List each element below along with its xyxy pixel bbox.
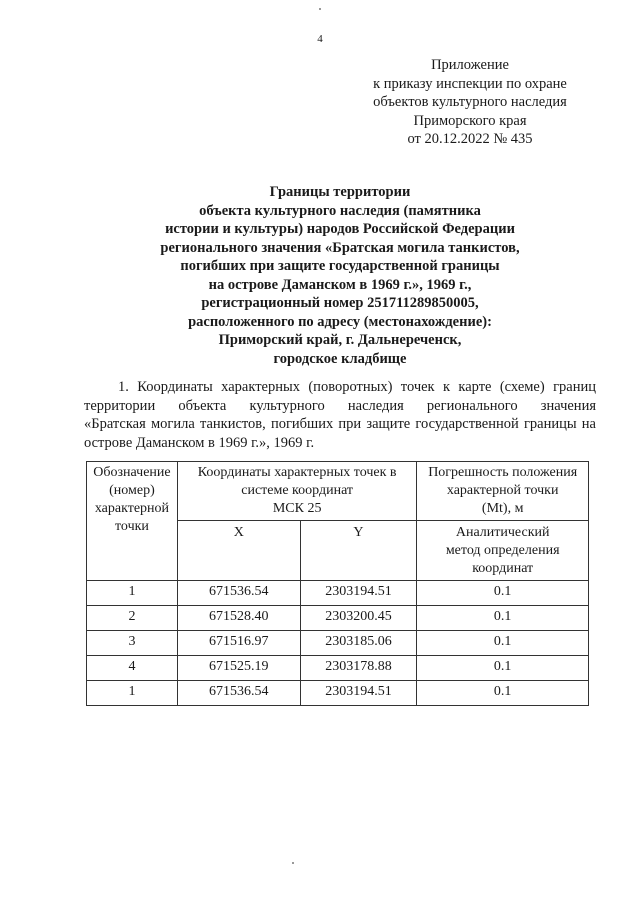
appendix-line: к приказу инспекции по охране [373, 75, 567, 92]
header-x: X [177, 521, 300, 581]
table-row [87, 631, 589, 656]
header-line: системе координат [241, 483, 354, 498]
cell-y: 2303194.51 [300, 581, 417, 606]
header-line: координат [472, 561, 534, 576]
page-number: 4 [317, 33, 323, 45]
title-line: погибших при защите государственной границы [180, 258, 500, 274]
appendix-line: объектов культурного наследия [373, 94, 567, 111]
cell-y: 2303178.88 [300, 656, 417, 681]
header-point-designation [87, 462, 178, 581]
appendix-header [360, 56, 580, 149]
cell-error: 0.1 [417, 581, 589, 606]
table-row [87, 606, 589, 631]
title-line: регионального значения «Братская могила танкистов, [160, 239, 520, 256]
cell-x: 671536.54 [177, 581, 300, 606]
cell-y: 2303194.51 [300, 681, 417, 706]
scan-speck [319, 8, 321, 10]
document-title [60, 183, 620, 368]
cell-error: 0.1 [417, 631, 589, 656]
title-line: Приморский край, г. Дальнереченск, [218, 332, 462, 348]
paragraph-line: 1. Координаты характерных (поворотных) точек к карте (схеме) границ [118, 379, 596, 395]
cell-x: 671536.54 [177, 681, 300, 706]
cell-y: 2303200.45 [300, 606, 417, 631]
header-line: Координаты характерных точек в [197, 465, 397, 480]
scan-speck [292, 862, 294, 864]
title-line: Границы территории [269, 184, 411, 200]
title-line: расположенного по адресу (местонахождение): [188, 313, 492, 330]
cell-error: 0.1 [417, 656, 589, 681]
title-line: городское кладбище [273, 350, 407, 367]
cell-point: 3 [87, 631, 178, 656]
cell-point: 2 [87, 606, 178, 631]
header-line: Аналитический [455, 525, 550, 540]
header-error [417, 462, 589, 521]
appendix-line: Приложение [431, 57, 509, 73]
header-line: точки [115, 519, 149, 534]
header-line: (номер) [109, 483, 155, 498]
table-row [87, 656, 589, 681]
header-line: МСК 25 [272, 501, 322, 516]
cell-point: 1 [87, 681, 178, 706]
paragraph-line: территории объекта культурного наследия регионального значения [84, 397, 596, 414]
title-line: истории и культуры) народов Российской Федерации [165, 221, 515, 237]
header-line: характерной точки [446, 483, 559, 498]
table-row [87, 581, 589, 606]
cell-error: 0.1 [417, 606, 589, 631]
cell-x: 671516.97 [177, 631, 300, 656]
title-line: объекта культурного наследия (памятника [199, 202, 481, 219]
header-line: (Mt), м [481, 501, 524, 516]
title-line: регистрационный номер 251711289850005, [201, 295, 479, 311]
cell-x: 671525.19 [177, 656, 300, 681]
header-method [417, 521, 589, 581]
paragraph-line: «Братская могила танкистов, погибших при защите государственной границы на [84, 416, 596, 433]
paragraph-line: острове Даманском в 1969 г.», 1969 г. [84, 434, 315, 451]
appendix-line: от 20.12.2022 № 435 [407, 131, 533, 148]
cell-point: 4 [87, 656, 178, 681]
header-line: Погрешность положения [428, 465, 578, 480]
header-line: Обозначение [93, 465, 171, 480]
cell-error: 0.1 [417, 681, 589, 706]
cell-x: 671528.40 [177, 606, 300, 631]
header-line: характерной [94, 501, 170, 516]
cell-y: 2303185.06 [300, 631, 417, 656]
header-coordinates [177, 462, 416, 521]
header-y: Y [300, 521, 417, 581]
coordinates-table [86, 461, 589, 706]
body-paragraph [84, 378, 596, 452]
cell-point: 1 [87, 581, 178, 606]
header-line: метод определения [445, 543, 560, 558]
table-row [87, 681, 589, 706]
title-line: на острове Даманском в 1969 г.», 1969 г., [208, 276, 472, 293]
appendix-line: Приморского края [413, 112, 527, 129]
